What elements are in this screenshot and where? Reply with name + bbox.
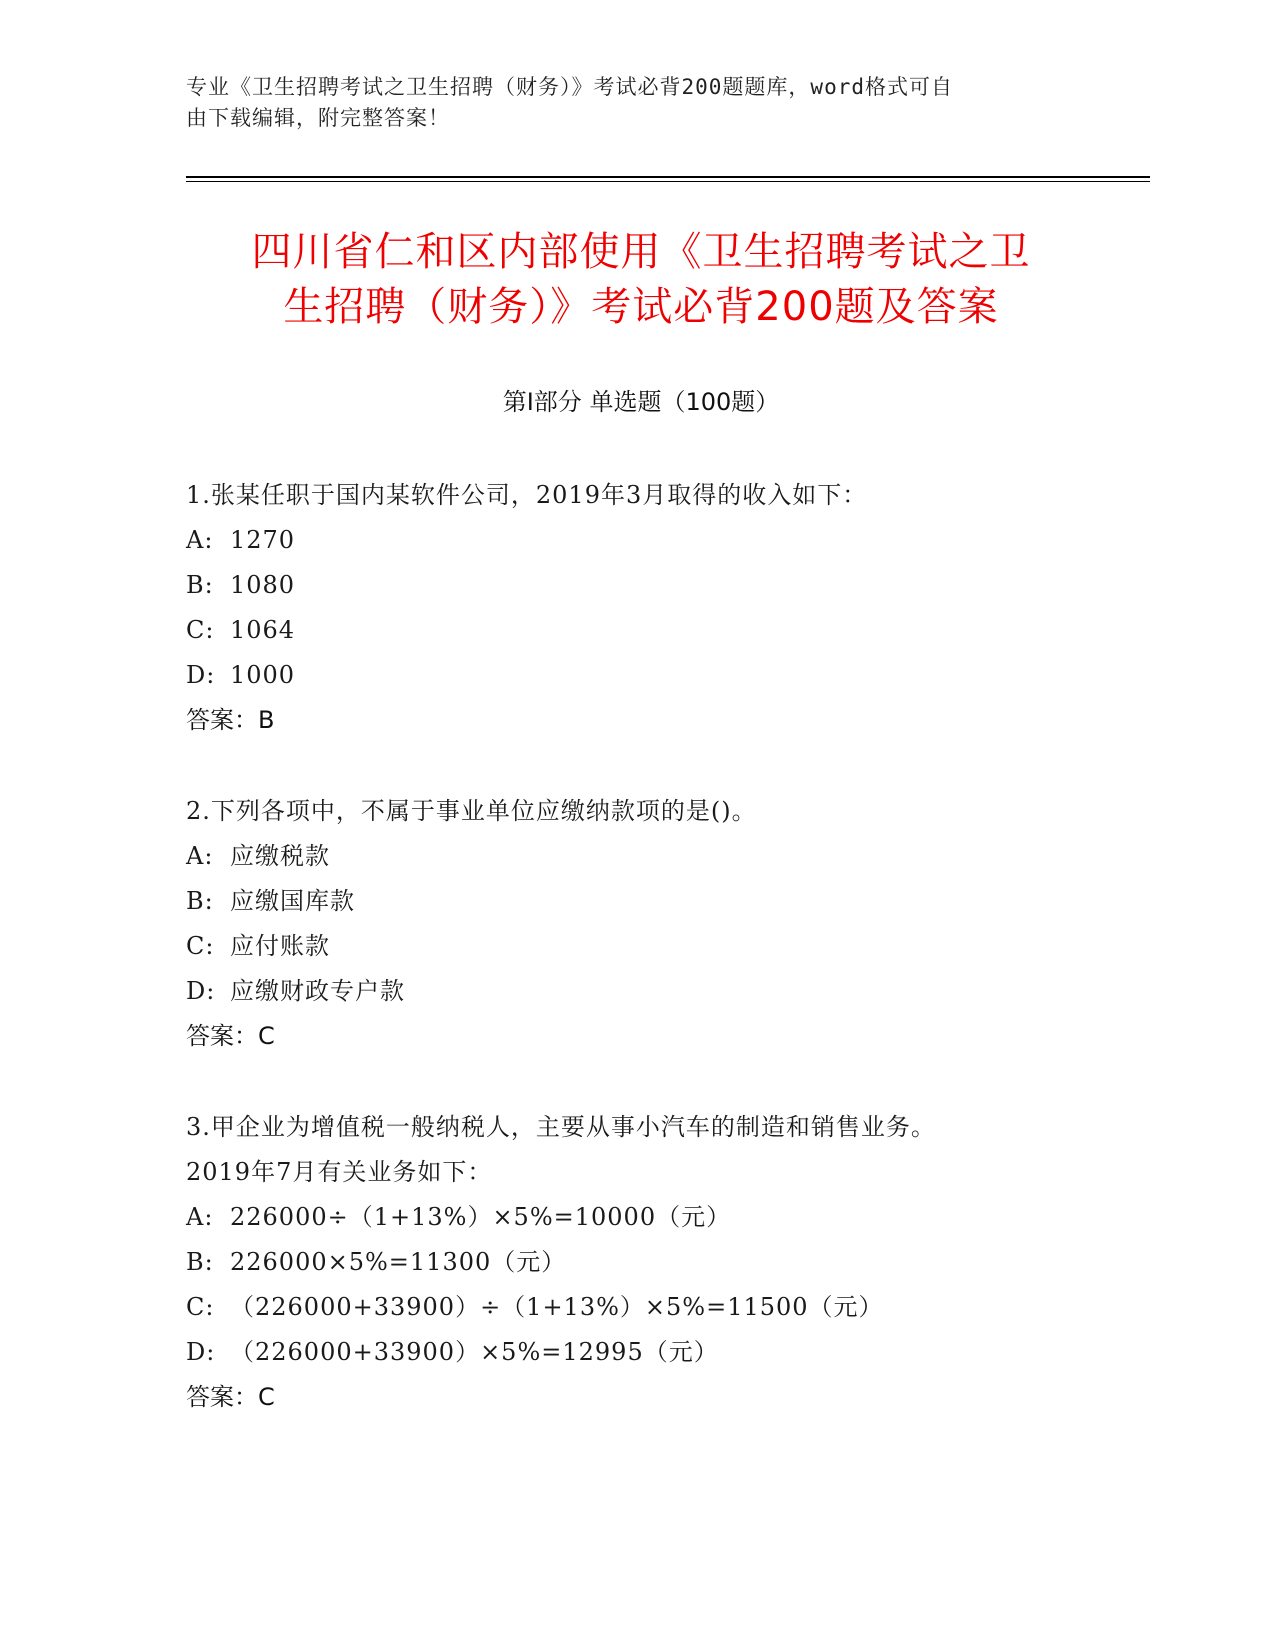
- question-stem: 1.张某任职于国内某软件公司，2019年3月取得的收入如下：: [186, 481, 868, 509]
- option-key: C:: [186, 1293, 215, 1321]
- option-a: [186, 1195, 1106, 1240]
- option-key: A:: [186, 526, 214, 554]
- answer-line: 答案：C: [186, 1022, 275, 1050]
- option-c: [186, 924, 1106, 969]
- option-b: [186, 1240, 1106, 1285]
- option-key: B:: [186, 887, 214, 915]
- document-title-line-1: 四川省仁和区内部使用《卫生招聘考试之卫: [251, 229, 1031, 275]
- option-d: [186, 969, 1106, 1014]
- question-stem: 3.甲企业为增值税一般纳税人，主要从事小汽车的制造和销售业务。: [186, 1113, 936, 1141]
- option-a: [186, 834, 1106, 879]
- option-key: A:: [186, 842, 214, 870]
- option-a: [186, 518, 1106, 563]
- option-text: 应付账款: [230, 932, 330, 960]
- option-text: 226000×5%=11300（元）: [230, 1248, 567, 1276]
- header-note: [186, 72, 1086, 134]
- option-text: 1000: [230, 661, 296, 689]
- option-text: 应缴税款: [230, 842, 330, 870]
- option-text: 226000÷（1+13%）×5%=10000（元）: [230, 1203, 732, 1231]
- option-text: （226000+33900）÷（1+13%）×5%=11500（元）: [230, 1293, 884, 1321]
- option-d: [186, 1330, 1106, 1375]
- question-1: [186, 473, 1106, 743]
- section-title: 第Ⅰ部分 单选题（100题）: [502, 388, 780, 416]
- option-key: C:: [186, 932, 215, 960]
- answer-line: 答案：C: [186, 1383, 275, 1411]
- document-title-line-2: 生招聘（财务）》考试必背200题及答案: [283, 284, 999, 330]
- option-key: D:: [186, 977, 216, 1005]
- option-text: 1270: [230, 526, 296, 554]
- option-key: B:: [186, 571, 214, 599]
- option-b: [186, 879, 1106, 924]
- option-text: 1064: [230, 616, 296, 644]
- option-text: 1080: [230, 571, 296, 599]
- option-c: [186, 608, 1106, 653]
- option-c: [186, 1285, 1106, 1330]
- option-key: D:: [186, 661, 216, 689]
- option-key: A:: [186, 1203, 214, 1231]
- option-text: 应缴财政专户款: [230, 977, 405, 1005]
- option-key: C:: [186, 616, 215, 644]
- header-divider-thick: [186, 176, 1150, 178]
- option-key: D:: [186, 1338, 216, 1366]
- answer-line: 答案：B: [186, 706, 275, 734]
- header-note-line-1: 专业《卫生招聘考试之卫生招聘（财务）》考试必背200题题库，word格式可自: [186, 75, 953, 99]
- option-d: [186, 653, 1106, 698]
- option-b: [186, 563, 1106, 608]
- question-stem: 2.下列各项中，不属于事业单位应缴纳款项的是()。: [186, 797, 757, 825]
- option-text: （226000+33900）×5%=12995（元）: [230, 1338, 719, 1366]
- option-text: 应缴国库款: [230, 887, 355, 915]
- question-stem-continued: 2019年7月有关业务如下：: [186, 1158, 493, 1186]
- question-3: [186, 1105, 1106, 1420]
- header-divider-thin: [186, 181, 1150, 182]
- document-title: [186, 225, 1096, 335]
- question-2: [186, 789, 1106, 1059]
- option-key: B:: [186, 1248, 214, 1276]
- header-note-line-2: 由下载编辑，附完整答案！: [186, 106, 450, 130]
